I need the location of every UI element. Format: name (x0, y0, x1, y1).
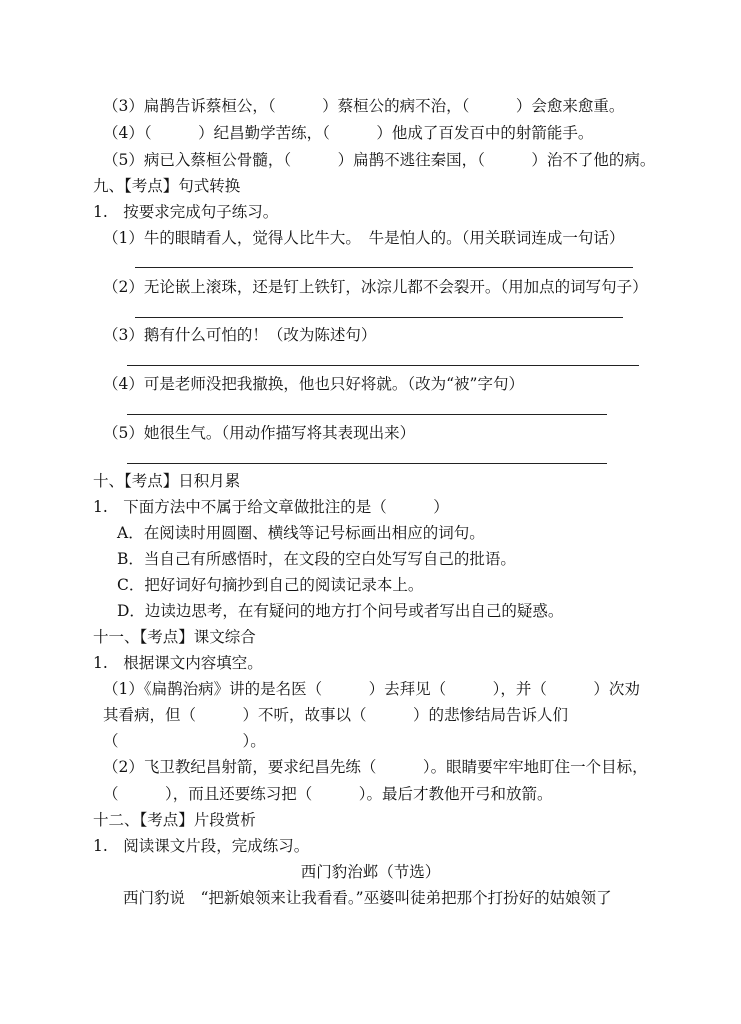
question-stem: 1. 阅读课文片段，完成练习。 (93, 837, 310, 855)
question-stem: 1. 按要求完成句子练习。 (93, 203, 279, 221)
answer-line (135, 267, 633, 268)
question-line: （5）病已入蔡桓公骨髓，（ ）扁鹊不逃往秦国，（ ）治不了他的病。 (103, 151, 656, 169)
question-line: （3）扁鹊告诉蔡桓公，（ ）蔡桓公的病不治，（ ）会愈来愈重。 (103, 97, 625, 115)
question-line: （2）无论嵌上滚珠，还是钉上铁钉，冰淙儿都不会裂开。（用加点的词写句子） (103, 278, 648, 296)
answer-line (127, 463, 607, 464)
question-line: （1）牛的眼睛看人，觉得人比牛大。 牛是怕人的。（用关联词连成一句话） (103, 229, 625, 247)
question-stem: 1. 下面方法中不属于给文章做批注的是（ ） (93, 498, 449, 516)
question-line: （4）可是老师没把我撤换，他也只好将就。（改为“被”字句） (103, 375, 524, 393)
question-stem: 1. 根据课文内容填空。 (93, 654, 263, 672)
answer-line (127, 414, 607, 415)
choice-option-b: B．当自己有所感悟时，在文段的空白处写写自己的批语。 (117, 550, 516, 568)
section-heading: 九、【考点】句式转换 (93, 177, 241, 195)
answer-line (135, 317, 623, 318)
question-line: （2）飞卫教纪昌射箭，要求纪昌先练（ ）。眼睛要牢牢地盯住一个目标， (103, 758, 648, 776)
choice-option-d: D．边读边思考，在有疑问的地方打个问号或者写出自己的疑惑。 (117, 602, 564, 620)
question-line: 其看病，但（ ）不听，故事以（ ）的悲惨结局告诉人们 (103, 706, 569, 724)
passage-text: 西门豹说 “把新娘领来让我看看。”巫婆叫徒弟把那个打扮好的姑娘领了 (123, 889, 612, 907)
question-line: （1）《扁鹊治病》讲的是名医（ ）去拜见（ ），并（ ）次劝 (103, 680, 640, 698)
answer-line (127, 365, 639, 366)
question-line: （3）鹅有什么可怕的！（改为陈述句） (103, 326, 377, 344)
question-line: （5）她很生气。（用动作描写将其表现出来） (103, 424, 416, 442)
choice-option-a: A．在阅读时用圆圈、横线等记号标画出相应的词句。 (117, 524, 485, 542)
question-line: （ ）。 (103, 732, 266, 750)
passage-title: 西门豹治邺（节选） (300, 863, 441, 881)
question-line: （ ），而且还要练习把（ ）。最后才教他开弓和放箭。 (103, 785, 553, 803)
choice-option-c: C．把好词好句摘抄到自己的阅读记录本上。 (117, 576, 424, 594)
section-heading: 十、【考点】日积月累 (93, 472, 241, 490)
section-heading: 十一、【考点】课文综合 (93, 628, 256, 646)
question-line: （4）（ ）纪昌勤学苦练，（ ）他成了百发百中的射箭能手。 (103, 124, 594, 142)
section-heading: 十二、【考点】片段赏析 (93, 811, 256, 829)
